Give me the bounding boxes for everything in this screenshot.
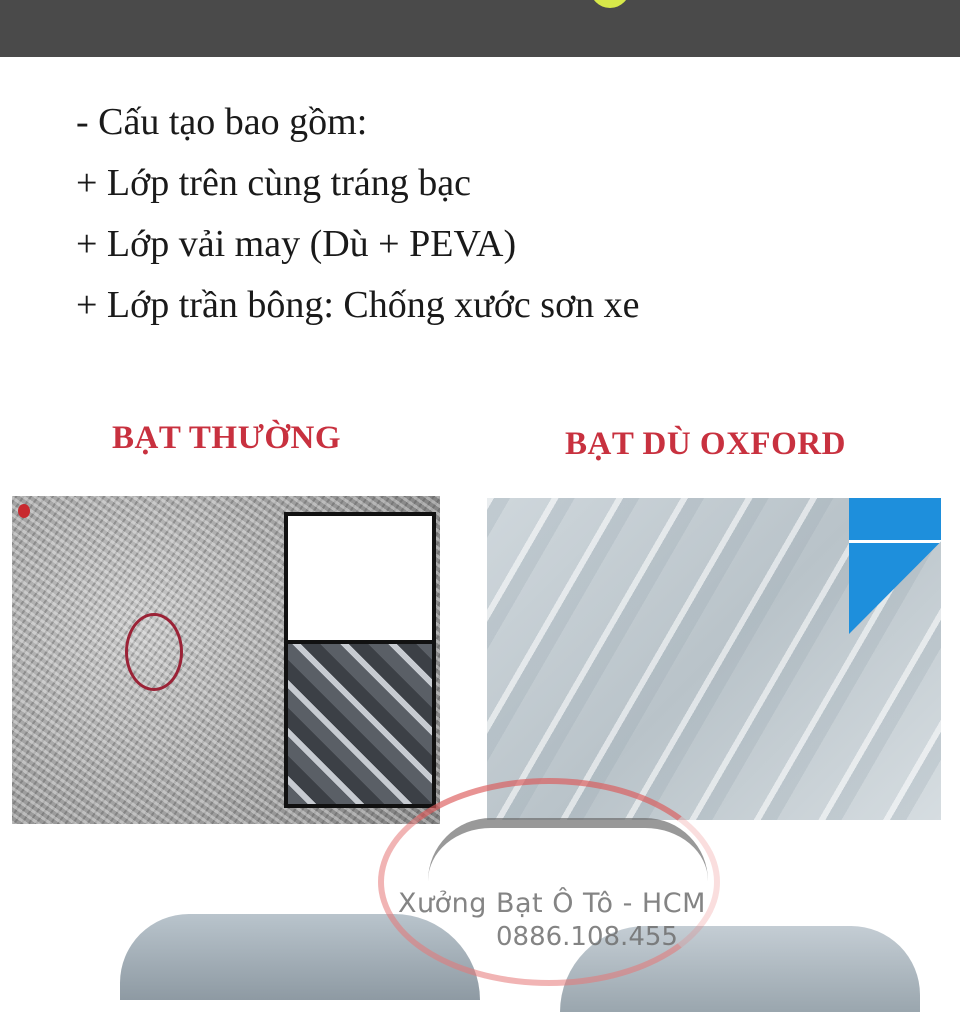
car-logo-icon bbox=[428, 818, 708, 890]
description-line: + Lớp trên cùng tráng bạc bbox=[76, 162, 471, 204]
blue-corner-tag bbox=[849, 498, 941, 634]
watermark-name: Xưởng Bạt Ô Tô - HCM bbox=[398, 888, 706, 919]
description-line: + Lớp trần bông: Chống xước sơn xe bbox=[76, 284, 640, 326]
red-marker-icon bbox=[18, 504, 30, 518]
regular-tarp-image bbox=[12, 496, 440, 824]
description-line: + Lớp vải may (Dù + PEVA) bbox=[76, 223, 517, 265]
watermark-phone: 0886.108.455 bbox=[496, 922, 678, 952]
highlight-circle bbox=[125, 613, 183, 691]
logo-fragment-icon bbox=[590, 0, 630, 8]
fabric-detail-inset bbox=[284, 512, 436, 808]
description-line: - Cấu tạo bao gồm: bbox=[76, 101, 368, 143]
composition-description bbox=[76, 92, 640, 336]
oxford-tarp-label: BẠT DÙ OXFORD bbox=[565, 426, 846, 462]
regular-tarp-label: BẠT THƯỜNG bbox=[112, 420, 342, 456]
shop-watermark bbox=[378, 770, 718, 980]
top-header-bar bbox=[0, 0, 960, 57]
